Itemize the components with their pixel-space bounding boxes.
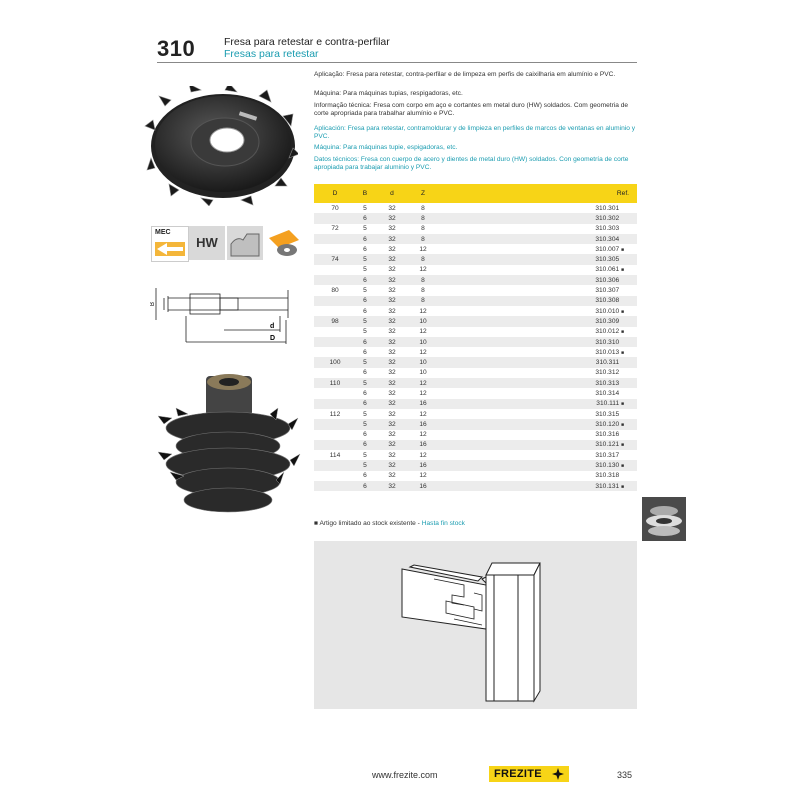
cell-ref [436,285,637,295]
table-row [314,306,637,316]
table-row [314,213,637,223]
cell-z: 16 [410,481,436,491]
feed-arrow-icon [153,239,187,259]
ref-code: 310.308 [595,297,620,305]
cell-ref [436,430,637,440]
page-number: 335 [617,770,633,780]
desc-es-machine: Máquina: Para máquinas tupie, espigadoras, etc. [314,144,458,151]
col-z: Z [410,184,436,203]
cell-z: 8 [421,225,425,233]
cell-d-bore: 32 [388,451,396,459]
limited-stock-mark: ■ [621,308,625,315]
table-row [314,419,637,429]
cell-d-bore: 32 [388,369,396,377]
cell-z: 8 [421,287,425,295]
ref-code: 310.307 [595,287,620,295]
cell-b: 6 [356,481,374,491]
cell-d-bore: 32 [374,296,410,306]
cell-b: 5 [363,410,367,418]
table-row [314,327,637,337]
cell-ref [436,234,637,244]
table-row [314,244,637,254]
window-profile-drawing [314,541,637,709]
col-b: B [356,184,374,203]
cell-z: 16 [410,460,436,470]
mec-label: MEC [155,229,171,236]
cell-d-outer [314,244,356,254]
cell-z: 8 [421,204,425,212]
cell-ref [436,440,637,450]
cell-d-bore: 32 [374,234,410,244]
cell-b: 5 [363,287,367,295]
footer-url[interactable]: www.frezite.com [372,770,438,780]
ref-code: 310.304 [595,235,620,243]
cell-b: 6 [356,234,374,244]
cell-z: 8 [410,213,436,223]
cell-z: 8 [410,234,436,244]
cell-b: 5 [363,451,367,459]
table-row [314,224,637,234]
cell-z: 10 [410,337,436,347]
cell-b: 5 [363,225,367,233]
cell-d-outer: 72 [331,225,339,233]
limited-stock-mark: ■ [621,349,625,356]
cell-d-outer [314,481,356,491]
cell-ref [436,368,637,378]
cell-b: 6 [363,389,367,397]
cell-d-bore: 32 [374,378,410,388]
specification-table [314,184,637,491]
cell-ref [436,244,637,254]
label-b: B [150,301,156,306]
cell-z: 12 [419,307,427,315]
table-row [314,450,637,460]
cell-d-bore: 32 [374,440,410,450]
ref-code: 310.111 [596,400,620,408]
cell-z: 12 [419,431,427,439]
cell-d-bore: 32 [388,328,396,336]
cell-ref [436,378,637,388]
profile-icon [227,226,263,260]
ref-code: 310.121 [595,441,620,449]
cell-b: 6 [363,245,367,253]
desc-pt-application: Aplicação: Fresa para retestar, contra-perfilar e de limpeza em perfis de caixilharia em alumínio e PVC. [314,71,616,78]
col-ref: Ref. [436,184,637,203]
stock-note [314,520,465,527]
label-d-small: d [270,323,275,330]
cell-z: 16 [410,419,436,429]
cell-d-outer: 100 [314,357,356,367]
desc-pt-machine: Máquina: Para máquinas tupias, respigadoras, etc. [314,90,463,97]
table-row [314,234,637,244]
table-row [314,409,637,419]
logo-star-icon [552,768,564,780]
stacked-cutter-image [158,372,303,522]
cell-ref [436,203,637,213]
cell-z: 12 [419,266,427,274]
stock-note-es: Hasta fin stock [421,520,465,527]
cell-d-bore: 32 [388,266,396,274]
cell-d-outer: 114 [329,451,341,459]
cell-z: 10 [410,357,436,367]
ref-code: 310.013 [595,348,620,356]
cell-z: 8 [410,275,436,285]
cell-z: 12 [419,389,427,397]
cell-d-outer [314,388,356,398]
limited-stock-mark: ■ [621,442,625,449]
cell-d-outer [314,440,356,450]
cell-b: 6 [356,337,374,347]
table-row [314,316,637,326]
cell-ref [436,275,637,285]
ref-code: 310.303 [595,225,620,233]
cell-ref [436,450,637,460]
cell-d-bore: 32 [374,481,410,491]
cell-d-bore: 32 [374,213,410,223]
table-row [314,265,637,275]
cell-z: 12 [419,348,427,356]
table-row [314,285,637,295]
desc-es-tech: Datos técnicos: Fresa con cuerpo de acero y dientes de metal duro (HW) soldados. Con geometría de corte apropiada para trabajar aluminio y PVC. [314,156,629,172]
cell-d-outer [314,296,356,306]
ref-code: 310.120 [595,420,620,428]
stock-note-pt: Artigo limitado ao stock existente [319,520,416,527]
cell-ref [436,337,637,347]
cell-d-outer [314,347,356,357]
cell-ref [436,254,637,264]
ref-code: 310.311 [595,359,620,367]
cell-z: 12 [419,472,427,480]
cell-ref [436,296,637,306]
cell-d-outer [314,234,356,244]
ref-code: 310.313 [595,379,620,387]
cell-d-outer [314,337,356,347]
cell-d-bore: 32 [374,460,410,470]
cell-b: 5 [356,378,374,388]
cell-d-outer [314,368,356,378]
saw-blade-image [143,86,298,206]
ref-code: 310.305 [595,256,620,264]
ref-code: 310.131 [595,482,620,490]
cell-z: 12 [419,328,427,336]
col-d-outer: D [314,184,356,203]
cell-z: 12 [419,245,427,253]
cell-d-outer [314,213,356,223]
cell-ref [436,347,637,357]
cell-d-bore: 32 [374,316,410,326]
cell-d-bore: 32 [374,254,410,264]
cell-d-bore: 32 [388,389,396,397]
label-d-large: D [270,335,276,342]
stock-mark: ■ [314,520,318,527]
cell-z: 12 [419,451,427,459]
cell-b: 6 [363,307,367,315]
table-row [314,471,637,481]
hw-icon: HW [189,226,225,260]
cell-d-bore: 32 [388,287,396,295]
cell-ref [436,265,637,275]
cell-b: 5 [356,357,374,367]
dimension-diagram [150,280,300,348]
cell-d-bore: 32 [374,337,410,347]
cell-d-outer [314,399,356,409]
cell-d-outer [314,265,356,275]
ref-code: 310.012 [595,328,620,336]
cell-d-bore: 32 [388,204,396,212]
limited-stock-mark: ■ [621,483,625,490]
ref-code: 310.316 [595,431,620,439]
ref-code: 310.061 [595,266,620,274]
table-row [314,275,637,285]
table-row [314,481,637,491]
cell-b: 5 [356,254,374,264]
cell-ref [436,213,637,223]
cell-ref [436,471,637,481]
cell-b: 5 [356,460,374,470]
table-row [314,203,637,213]
ref-code: 310.302 [595,214,620,222]
cell-z: 16 [410,440,436,450]
cell-ref [436,481,637,491]
limited-stock-mark: ■ [621,401,625,408]
cell-z: 12 [410,378,436,388]
table-row [314,296,637,306]
cell-b: 5 [363,328,367,336]
cell-b: 6 [363,348,367,356]
cell-d-outer [314,275,356,285]
cell-ref [436,327,637,337]
catalog-code: 310 [157,36,196,61]
ref-code: 310.301 [595,204,620,212]
table-row [314,254,637,264]
mec-icon [151,226,189,262]
table-row [314,388,637,398]
limited-stock-mark: ■ [621,329,625,336]
ref-code: 310.010 [595,307,620,315]
cell-z: 10 [410,316,436,326]
cell-z: 10 [419,369,427,377]
cell-ref [436,316,637,326]
cell-b: 6 [363,472,367,480]
cell-d-outer: 110 [314,378,356,388]
cell-d-outer: 74 [314,254,356,264]
table-row [314,347,637,357]
cell-ref [436,388,637,398]
cell-ref [436,409,637,419]
ref-code: 310.130 [595,462,620,470]
limited-stock-mark: ■ [621,267,625,274]
header-divider [157,62,637,63]
cell-b: 5 [363,204,367,212]
cell-ref [436,399,637,409]
ref-code: 310.318 [595,472,620,480]
table-row [314,399,637,409]
cell-d-outer [314,327,356,337]
application-drawing-box [314,541,637,709]
cell-d-outer: 112 [329,410,341,418]
cell-d-outer: 80 [331,287,339,295]
cell-d-bore: 32 [374,399,410,409]
cell-ref [436,306,637,316]
cell-b: 5 [356,419,374,429]
ref-code: 310.314 [595,389,620,397]
cell-b: 5 [363,266,367,274]
ref-code: 310.317 [595,451,620,459]
cell-ref [436,419,637,429]
stock-note-sep: - [415,520,422,527]
desc-pt-tech: Informação técnica: Fresa com corpo em aço e cortantes em metal duro (HW) soldados. Com geometria de corte apropriada para trabalhar alumínio e PVC. [314,102,629,118]
ref-code: 310.306 [595,276,620,284]
brand-logo [489,766,569,782]
cell-d-outer [314,430,356,440]
cell-d-outer [314,471,356,481]
cell-d-outer: 98 [314,316,356,326]
cell-d-bore: 32 [388,348,396,356]
table-row [314,368,637,378]
cell-z: 12 [419,410,427,418]
ref-code: 310.310 [595,338,620,346]
limited-stock-mark: ■ [621,246,625,253]
cell-b: 6 [356,296,374,306]
cell-d-bore: 32 [388,472,396,480]
cutting-tool-icon [265,226,301,260]
cell-d-bore: 32 [388,410,396,418]
table-row [314,378,637,388]
ref-code: 310.007 [595,245,620,253]
cell-ref [436,357,637,367]
cell-b: 5 [356,316,374,326]
cell-d-bore: 32 [388,431,396,439]
cell-d-outer [314,460,356,470]
brand-logo-text: FREZITE [494,768,542,780]
table-row [314,460,637,470]
limited-stock-mark: ■ [621,421,625,428]
ref-code: 310.309 [595,317,620,325]
ref-code: 310.315 [595,410,620,418]
cell-d-outer [314,419,356,429]
cell-d-outer: 70 [331,204,339,212]
title-portuguese: Fresa para retestar e contra-perfilar [224,36,390,48]
cell-ref [436,224,637,234]
table-row [314,440,637,450]
cell-d-bore: 32 [388,225,396,233]
col-d-bore: d [374,184,410,203]
cell-b: 6 [356,275,374,285]
limited-stock-mark: ■ [621,463,625,470]
cell-b: 6 [363,369,367,377]
cell-b: 6 [356,440,374,450]
title-spanish: Fresas para retestar [224,48,319,60]
cell-z: 8 [410,254,436,264]
cell-b: 6 [356,399,374,409]
cell-b: 6 [356,213,374,223]
table-row [314,337,637,347]
cell-d-bore: 32 [388,245,396,253]
cell-d-bore: 32 [374,275,410,285]
cell-ref [436,460,637,470]
side-thumbnail [642,497,686,541]
cell-d-bore: 32 [388,307,396,315]
ref-code: 310.312 [595,369,620,377]
table-row [314,357,637,367]
cell-d-outer [314,306,356,316]
desc-es-application: Aplicación: Fresa para retestar, contramoldurar y de limpieza en perfiles de marcos de ventanas en aluminio y PVC. [314,125,636,141]
cell-d-bore: 32 [374,357,410,367]
cell-b: 6 [363,431,367,439]
table-header-row [314,184,637,203]
cell-z: 8 [410,296,436,306]
cell-d-bore: 32 [374,419,410,429]
table-row [314,430,637,440]
cell-z: 16 [410,399,436,409]
